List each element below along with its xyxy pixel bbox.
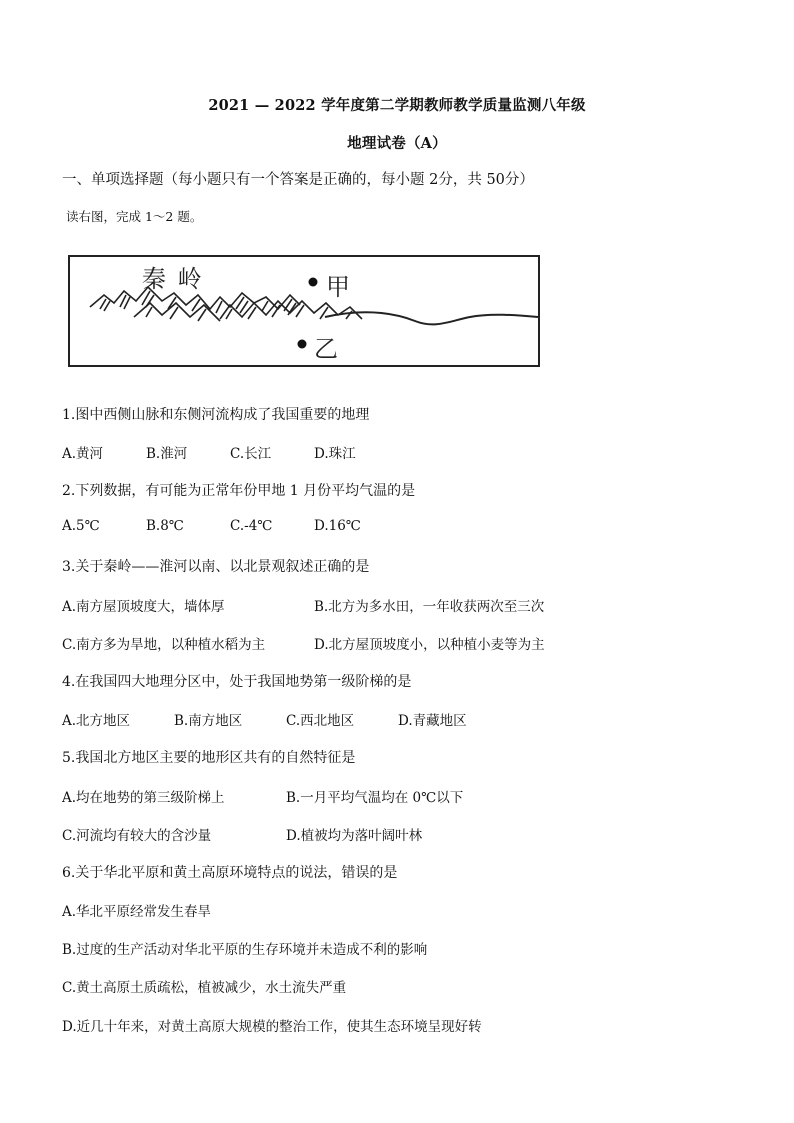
- qinling-huaihe-figure: [68, 255, 540, 367]
- reading-instruction: 读右图，完成 1～2 题。: [66, 209, 203, 224]
- q1-option-a: A.黄河: [62, 446, 104, 462]
- exam-title: 2021 — 2022 学年度第二学期教师教学质量监测八年级: [208, 97, 586, 114]
- q4-option-a: A.北方地区: [62, 713, 131, 729]
- figure-drawing: [70, 257, 538, 365]
- point-yi-dot: [298, 340, 307, 349]
- q2-option-a: A.5℃: [62, 518, 100, 534]
- q6-option-b: B.过度的生产活动对华北平原的生存环境并未造成不利的影响: [62, 942, 428, 958]
- q1-option-b: B.淮河: [146, 446, 188, 462]
- question-2-stem: 2.下列数据，有可能为正常年份甲地 1 月份平均气温的是: [62, 483, 416, 499]
- q3-option-d: D.北方屋顶坡度小，以种植小麦等为主: [314, 637, 545, 653]
- point-jia-dot: [309, 278, 318, 287]
- q4-option-b: B.南方地区: [174, 713, 243, 729]
- question-6-stem: 6.关于华北平原和黄土高原环境特点的说法，错误的是: [62, 865, 398, 881]
- q1-option-d: D.珠江: [314, 446, 356, 462]
- q6-option-a: A.华北平原经常发生春旱: [62, 904, 212, 920]
- question-3-stem: 3.关于秦岭——淮河以南、以北景观叙述正确的是: [62, 559, 370, 575]
- section-heading: 一、单项选择题（每小题只有一个答案是正确的，每小题 2分，共 50分）: [62, 172, 534, 188]
- q3-option-b: B.北方为多水田，一年收获两次至三次: [314, 599, 545, 615]
- q5-option-c: C.河流均有较大的含沙量: [62, 828, 212, 844]
- point-yi-label: 乙: [314, 335, 338, 363]
- q4-option-d: D.青藏地区: [398, 713, 467, 729]
- exam-subtitle: 地理试卷（A）: [347, 135, 447, 152]
- q3-option-c: C.南方多为旱地，以种植水稻为主: [62, 637, 266, 653]
- q4-option-c: C.西北地区: [286, 713, 355, 729]
- question-1-stem: 1.图中西侧山脉和东侧河流构成了我国重要的地理: [62, 407, 370, 423]
- q3-option-a: A.南方屋顶坡度大，墙体厚: [62, 599, 225, 615]
- q5-option-d: D.植被均为落叶阔叶林: [286, 828, 423, 844]
- q6-option-d: D.近几十年来，对黄土高原大规模的整治工作，使其生态环境呈现好转: [62, 1019, 482, 1035]
- q2-option-b: B.8℃: [146, 518, 184, 534]
- q2-option-d: D.16℃: [314, 518, 361, 534]
- mountain-label: 秦 岭: [142, 265, 204, 293]
- q2-option-c: C.-4℃: [230, 518, 273, 534]
- q5-option-b: B.一月平均气温均在 0℃以下: [286, 790, 464, 806]
- mountain-range-icon: [90, 287, 362, 321]
- question-4-stem: 4.在我国四大地理分区中，处于我国地势第一级阶梯的是: [62, 674, 412, 690]
- point-jia-label: 甲: [326, 273, 350, 301]
- q6-option-c: C.黄土高原土质疏松，植被减少，水土流失严重: [62, 980, 347, 996]
- q5-option-a: A.均在地势的第三级阶梯上: [62, 790, 225, 806]
- question-5-stem: 5.我国北方地区主要的地形区共有的自然特征是: [62, 750, 356, 766]
- q1-option-c: C.长江: [230, 446, 272, 462]
